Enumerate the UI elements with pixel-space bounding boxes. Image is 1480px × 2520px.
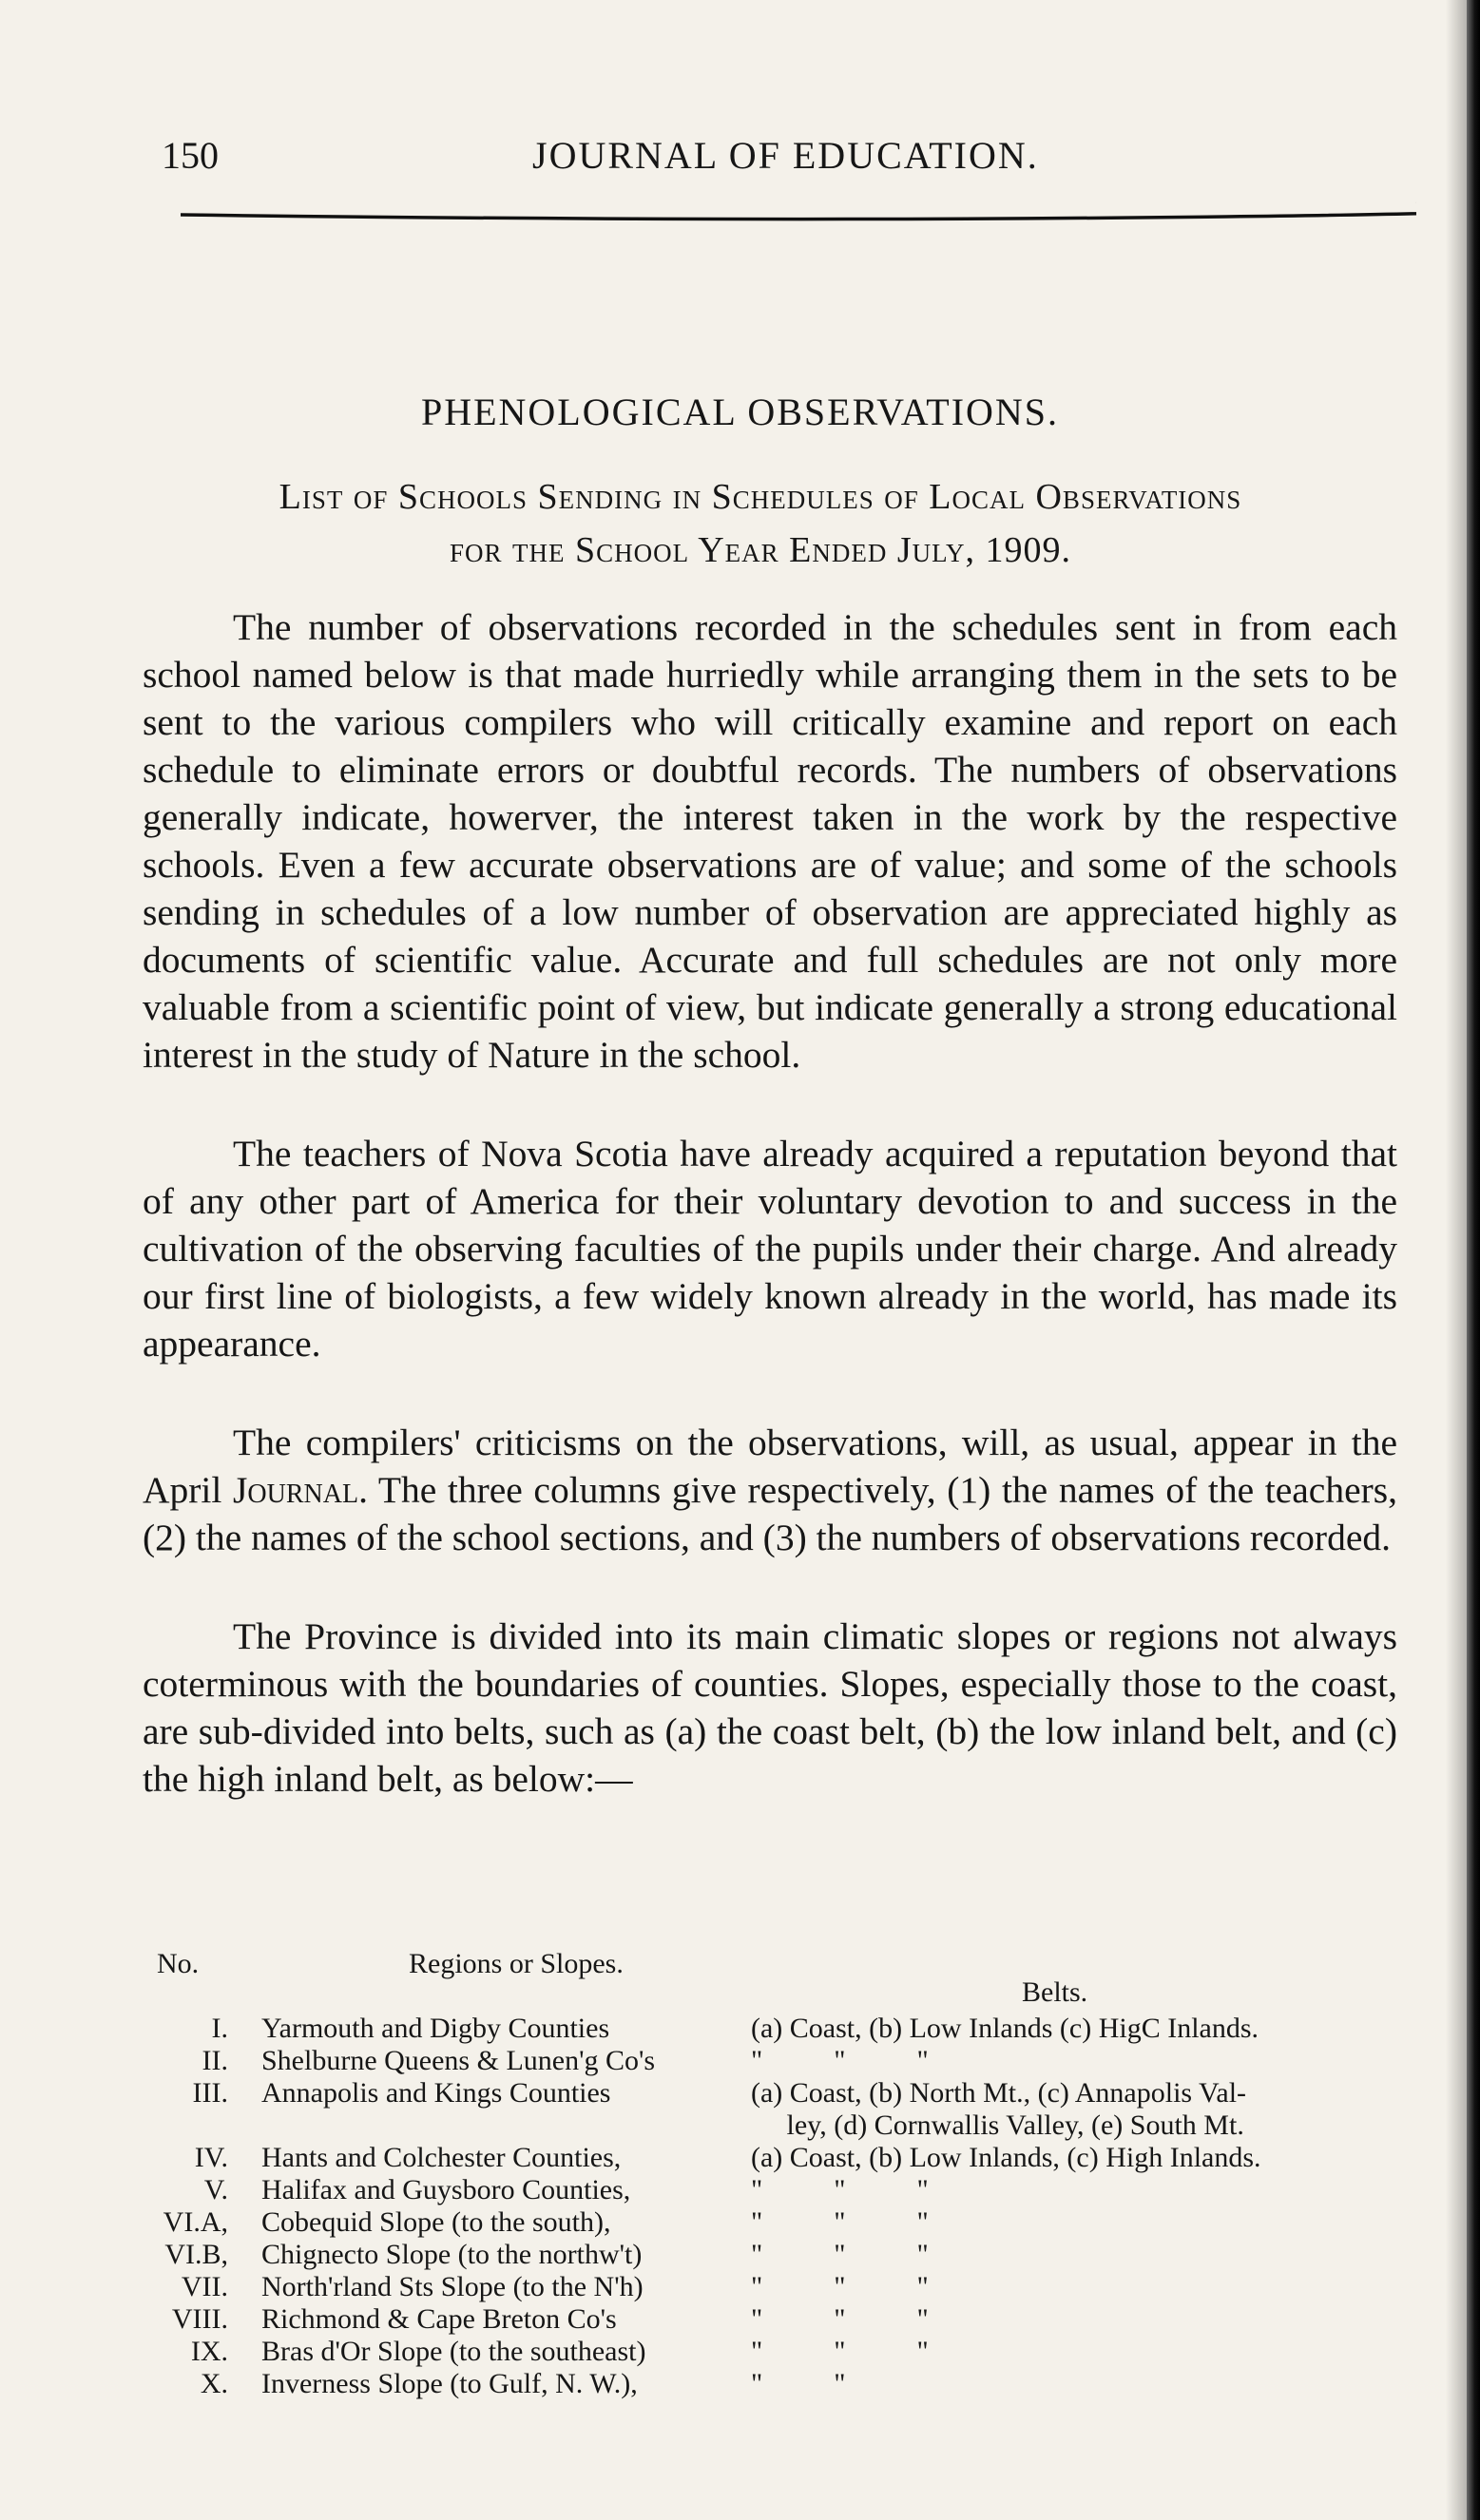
row-belts: (a) Coast, (b) Low Inlands, (c) High Inlands. (751, 2142, 1261, 2173)
page-number: 150 (162, 134, 219, 177)
subtitle-line-1: List of Schools Sending in Schedules of Local Observations (279, 477, 1242, 517)
body-text (143, 603, 1397, 1854)
row-region: Shelburne Queens & Lunen'g Co's (261, 2045, 656, 2076)
table-row (133, 2110, 1426, 2142)
row-belts: " " " (751, 2336, 929, 2367)
subtitle-line-2: for the School Year Ended July, 1909. (450, 530, 1071, 570)
paragraph-1: The number of observations recorded in the schedules sent in from each school named below is that made hurriedly while arranging them in the sets to be sent to the various compilers who will critically examine and report on each schedule to eliminate errors or doubtful records. The numbers of observations generally indicate, howerver, the interest taken in the work by the respective schools. Even a few accurate observations are of value; and some of the schools sending in schedules of a low number of observation are appreciated highly as documents of scientific value. Accurate and full schedules are not only more valuable from a scientific point of view, but indicate generally a strong educational interest in the study of Nature in the school. (143, 606, 1397, 1076)
row-number: II. (202, 2045, 228, 2076)
row-region: Richmond & Cape Breton Co's (261, 2303, 617, 2335)
page-binding-edge (1467, 0, 1480, 2520)
column-header-belts: Belts. (1022, 1976, 1088, 2008)
row-belts: (a) Coast, (b) North Mt., (c) Annapolis Val- (751, 2077, 1247, 2109)
row-number: I. (211, 2013, 228, 2044)
header-rule (181, 201, 1416, 230)
table-row (133, 2239, 1426, 2271)
table-row (133, 2077, 1426, 2110)
row-number: IV. (194, 2142, 228, 2173)
paragraph-4: The Province is divided into its main climatic slopes or regions not always coterminous with the boundaries of counties. Slopes, especially those to the coast, are sub-divided into belts, such as (a) the coast belt, (b) the low inland belt, and (c) the high inland belt, as below:— (143, 1615, 1397, 1800)
table-row (133, 2142, 1426, 2174)
subtitle (143, 470, 1378, 577)
row-belts: " " " (751, 2174, 929, 2205)
row-region: Halifax and Guysboro Counties, (261, 2174, 631, 2205)
row-region: Yarmouth and Digby Counties (261, 2013, 610, 2044)
row-number: V. (203, 2174, 228, 2205)
journal-title: JOURNAL OF EDUCATION. (532, 134, 1039, 177)
table-row (133, 2336, 1426, 2368)
row-region: Annapolis and Kings Counties (261, 2077, 611, 2109)
paragraph-3-part-1: The compilers' criticisms on the observations, will, as usual, appear in the April (143, 1422, 1397, 1511)
paragraph-3-part-2: . The three columns give respectively, (1) the names of the teachers, (2) the names of the school sections, and (3) the numbers of observations recorded. (143, 1469, 1397, 1558)
row-belts: " " " (751, 2045, 929, 2076)
table-row (133, 2013, 1426, 2045)
row-belts: (a) Coast, (b) Low Inlands (c) HigC Inlands. (751, 2013, 1259, 2044)
row-region: Bras d'Or Slope (to the southeast) (261, 2336, 646, 2367)
row-belts: " " " (751, 2271, 929, 2302)
row-number: VII. (181, 2271, 228, 2302)
paragraph-2: The teachers of Nova Scotia have already acquired a reputation beyond that of any other part of America for their voluntary devotion to and success in the cultivation of the observing faculties of the pupils under their charge. And already our first line of biologists, a few widely known already in the world, has made its appearance. (143, 1133, 1397, 1365)
page-edge-shadow (1446, 0, 1467, 2520)
column-header-regions: Regions or Slopes. (409, 1948, 624, 1979)
row-number: VIII. (171, 2303, 228, 2335)
table-row (133, 2045, 1426, 2077)
table-row (133, 2303, 1426, 2336)
table-row (133, 2174, 1426, 2206)
row-region: Cobequid Slope (to the south), (261, 2206, 611, 2238)
table-header (157, 1948, 1393, 2008)
table-row (133, 2368, 1426, 2400)
row-region: North'rland Sts Slope (to the N'h) (261, 2271, 644, 2302)
row-region: Chignecto Slope (to the northw't) (261, 2239, 643, 2270)
row-region: Hants and Colchester Counties, (261, 2142, 622, 2173)
row-belts: " " (751, 2368, 846, 2399)
paragraph-3 (143, 1419, 1397, 1561)
table-row (133, 2271, 1426, 2303)
column-header-no: No. (157, 1948, 200, 1979)
journal-reference: Journal (233, 1469, 359, 1511)
regions-table (133, 2013, 1426, 2400)
row-number: VI.B, (164, 2239, 228, 2270)
page-header (162, 133, 1407, 190)
row-belts: " " " (751, 2239, 929, 2270)
table-row (133, 2206, 1426, 2239)
row-region: Inverness Slope (to Gulf, N. W.), (261, 2368, 638, 2399)
row-number: IX. (190, 2336, 228, 2367)
row-number: VI.A, (163, 2206, 228, 2238)
row-belts: ley, (d) Cornwallis Valley, (e) South Mt. (751, 2110, 1244, 2141)
row-belts: " " " (751, 2206, 929, 2238)
row-number: X. (200, 2368, 228, 2399)
row-number: III. (192, 2077, 228, 2109)
row-belts: " " " (751, 2303, 929, 2335)
section-title: PHENOLOGICAL OBSERVATIONS. (420, 391, 1060, 433)
